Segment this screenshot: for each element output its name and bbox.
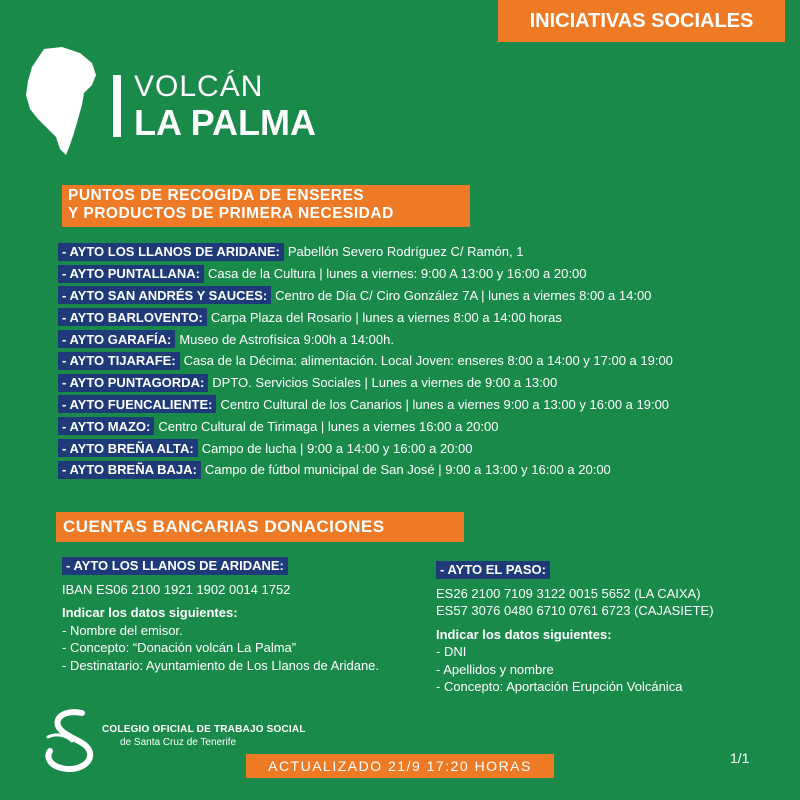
iban-text: IBAN ES06 2100 1921 1902 0014 1752 [62,581,291,597]
section-badge: INICIATIVAS SOCIALES [498,0,785,42]
list-item [58,241,673,263]
org-subtitle: de Santa Cruz de Tenerife [120,737,237,748]
account-label: - AYTO EL PASO: [436,561,550,579]
list-item [58,285,673,307]
logo-divider [113,75,121,137]
list-item [58,328,673,350]
instructions-heading: Indicar los datos siguientes: [62,605,238,620]
location-text: Carpa Plaza del Rosario | lunes a viernes 8:00 a 14:00 horas [210,309,562,325]
location-text: DPTO. Servicios Sociales | Lunes a viernes de 9:00 a 13:00 [212,375,558,391]
instructions-heading: Indicar los datos siguientes: [436,626,612,642]
instruction-item: - Concepto: Aportación Erupción Volcánica [436,679,683,694]
account-el-paso [436,561,796,696]
list-item [58,306,673,328]
account-label: - AYTO LOS LLANOS DE ARIDANE: [62,557,288,575]
municipality-label: - AYTO FUENCALIENTE: [58,395,216,413]
municipality-label: - AYTO BARLOVENTO: [58,308,207,326]
iban-text: ES26 2100 7109 3122 0015 5652 (LA CAIXA) [436,585,701,601]
location-text: Casa de la Cultura | lunes a viernes: 9:00 A 13:00 y 16:00 a 20:00 [207,266,587,282]
municipality-label: - AYTO PUNTAGORDA: [58,374,208,392]
location-text: Campo de lucha | 9:00 a 14:00 y 16:00 a 20:00 [201,440,473,456]
colegio-logo-icon [42,707,100,773]
location-text: Casa de la Décima: alimentación. Local Joven: enseres 8:00 a 14:00 y 17:00 a 19:00 [183,353,673,369]
instruction-item: - Concepto: “Donación volcán La Palma” [62,640,297,655]
iban-text: ES57 3076 0480 6710 0761 6723 (CAJASIETE) [436,603,714,618]
municipality-label: - AYTO SAN ANDRÉS Y SAUCES: [58,286,271,304]
list-item [58,459,673,481]
account-llanos [62,557,402,674]
instruction-item: - Apellidos y nombre [436,661,554,677]
location-text: Campo de fútbol municipal de San José | 9:00 a 13:00 y 16:00 a 20:00 [204,462,611,478]
location-text: Pabellón Severo Rodríguez C/ Ramón, 1 [287,244,524,260]
page-indicator: 1/1 [730,750,750,766]
instruction-item: - Nombre del emisor. [62,622,183,638]
municipality-label: - AYTO LOS LLANOS DE ARIDANE: [58,243,284,261]
list-item [58,394,673,416]
list-item [58,415,673,437]
location-text: Centro Cultural de los Canarios | lunes a viernes 9:00 a 13:00 y 16:00 a 19:00 [220,396,670,412]
list-item [58,372,673,394]
municipality-label: - AYTO MAZO: [58,417,154,435]
bank-accounts-heading: CUENTAS BANCARIAS DONACIONES [56,512,464,542]
list-item [58,437,673,459]
org-name: COLEGIO OFICIAL DE TRABAJO SOCIAL [102,724,306,735]
heading-line-2: Y PRODUCTOS DE PRIMERA NECESIDAD [68,205,394,222]
instruction-item: - DNI [436,644,467,659]
instruction-item: - Destinatario: Ayuntamiento de Los Llanos de Aridane. [62,657,380,673]
updated-banner: ACTUALIZADO 21/9 17:20 HORAS [246,754,554,778]
la-palma-island-icon [22,45,102,157]
location-text: Museo de Astrofísica 9:00h a 14:00h. [179,331,394,347]
logo-title-bottom: LA PALMA [134,102,316,143]
location-text: Centro Cultural de Tirimaga | lunes a viernes 16:00 a 20:00 [158,418,499,434]
municipality-label: - AYTO BREÑA BAJA: [58,461,201,479]
location-text: Centro de Día C/ Ciro González 7A | lunes a viernes 8:00 a 14:00 [275,287,652,303]
collection-points-list [58,241,673,481]
heading-line-1: PUNTOS DE RECOGIDA DE ENSERES [68,187,365,204]
logo-title-top: VOLCÁN [134,70,264,103]
municipality-label: - AYTO GARAFÍA: [58,330,175,348]
list-item [58,263,673,285]
list-item [58,350,673,372]
municipality-label: - AYTO PUNTALLANA: [58,265,204,283]
municipality-label: - AYTO TIJARAFE: [58,352,180,370]
municipality-label: - AYTO BREÑA ALTA: [58,439,198,457]
collection-points-heading [62,185,470,227]
